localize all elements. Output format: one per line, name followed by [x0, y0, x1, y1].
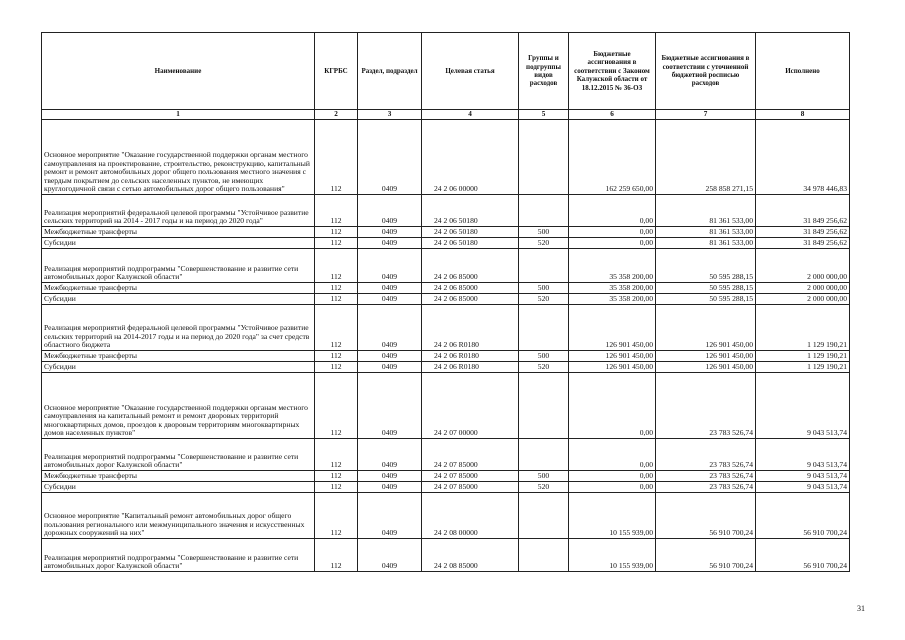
row-executed: 9 043 513,74 — [756, 439, 850, 471]
row-group — [519, 120, 569, 195]
row-section: 0409 — [358, 439, 422, 471]
row-target: 24 2 08 85000 — [422, 539, 519, 572]
header-name: Наименование — [42, 33, 315, 110]
row-name: Межбюджетные трансферты — [42, 283, 315, 294]
row-kgrbs: 112 — [315, 439, 358, 471]
row-section: 0409 — [358, 482, 422, 493]
table-row — [42, 249, 850, 283]
row-target: 24 2 06 85000 — [422, 283, 519, 294]
col-number: 5 — [519, 110, 569, 120]
row-kgrbs: 112 — [315, 471, 358, 482]
row-group — [519, 439, 569, 471]
row-executed: 2 000 000,00 — [756, 283, 850, 294]
table-row — [42, 439, 850, 471]
row-executed: 9 043 513,74 — [756, 482, 850, 493]
row-target: 24 2 07 85000 — [422, 471, 519, 482]
table-body — [42, 120, 850, 572]
row-target: 24 2 06 85000 — [422, 294, 519, 305]
row-kgrbs: 112 — [315, 539, 358, 572]
col-number: 7 — [656, 110, 756, 120]
row-group: 500 — [519, 471, 569, 482]
col-number: 1 — [42, 110, 315, 120]
row-name: Межбюджетные трансферты — [42, 227, 315, 238]
col-number: 4 — [422, 110, 519, 120]
col-number: 3 — [358, 110, 422, 120]
table-row — [42, 351, 850, 362]
row-executed: 9 043 513,74 — [756, 373, 850, 439]
column-number-row — [42, 110, 850, 120]
row-target: 24 2 06 85000 — [422, 249, 519, 283]
row-budget-law: 0,00 — [569, 439, 656, 471]
row-budget-refined: 126 901 450,00 — [656, 305, 756, 351]
row-budget-refined: 23 783 526,74 — [656, 482, 756, 493]
row-group — [519, 493, 569, 539]
row-budget-law: 162 259 650,00 — [569, 120, 656, 195]
row-kgrbs: 112 — [315, 120, 358, 195]
table-row — [42, 227, 850, 238]
row-budget-law: 126 901 450,00 — [569, 305, 656, 351]
row-executed: 9 043 513,74 — [756, 471, 850, 482]
row-budget-refined: 56 910 700,24 — [656, 493, 756, 539]
table-row — [42, 471, 850, 482]
row-target: 24 2 06 50180 — [422, 227, 519, 238]
row-executed: 34 978 446,83 — [756, 120, 850, 195]
row-section: 0409 — [358, 351, 422, 362]
row-group: 500 — [519, 351, 569, 362]
row-kgrbs: 112 — [315, 305, 358, 351]
row-budget-refined: 81 361 533,00 — [656, 227, 756, 238]
budget-document — [41, 32, 849, 572]
row-name: Субсидии — [42, 482, 315, 493]
row-name: Межбюджетные трансферты — [42, 471, 315, 482]
header-target: Целевая статья — [422, 33, 519, 110]
row-target: 24 2 07 00000 — [422, 373, 519, 439]
row-budget-law: 126 901 450,00 — [569, 351, 656, 362]
row-budget-law: 35 358 200,00 — [569, 283, 656, 294]
table-row — [42, 539, 850, 572]
table-row — [42, 362, 850, 373]
row-name: Реализация мероприятий федеральной целевой программы "Устойчивое развитие сельских территорий на 2014-2017 годы и на период до 2020 года" за счет средств областного бюджета — [42, 305, 315, 351]
row-name: Основное мероприятие "Оказание государственной поддержки органам местного самоуправления на проектирование, строительство, реконструкцию, капитальный ремонт и ремонт автомобильных дорог общего пользования местного значения с твердым покрытием до сельских населенных пунктов, не имеющих круглогодичной связи с сетью автомобильных дорог общего пользования" — [42, 120, 315, 195]
row-budget-refined: 23 783 526,74 — [656, 373, 756, 439]
row-name: Основное мероприятие "Капитальный ремонт автомобильных дорог общего пользования регионального или межмуниципального значения и искусственных дорожных сооружений на них" — [42, 493, 315, 539]
table-row — [42, 195, 850, 227]
table-row — [42, 294, 850, 305]
row-executed: 1 129 190,21 — [756, 362, 850, 373]
row-group: 500 — [519, 283, 569, 294]
row-group: 520 — [519, 238, 569, 249]
row-budget-law: 126 901 450,00 — [569, 362, 656, 373]
row-name: Субсидии — [42, 362, 315, 373]
row-budget-refined: 50 595 288,15 — [656, 294, 756, 305]
header-budget-law: Бюджетные ассигнования в соответствии с Законом Калужской области от 18.12.2015 № 36-ОЗ — [569, 33, 656, 110]
row-kgrbs: 112 — [315, 493, 358, 539]
table-row — [42, 373, 850, 439]
row-budget-refined: 50 595 288,15 — [656, 283, 756, 294]
row-budget-law: 0,00 — [569, 195, 656, 227]
header-section: Раздел, подраздел — [358, 33, 422, 110]
row-section: 0409 — [358, 362, 422, 373]
col-number: 8 — [756, 110, 850, 120]
row-budget-refined: 126 901 450,00 — [656, 362, 756, 373]
header-executed: Исполнено — [756, 33, 850, 110]
row-target: 24 2 06 R0180 — [422, 305, 519, 351]
page-number: 31 — [857, 604, 865, 613]
table-row — [42, 482, 850, 493]
row-section: 0409 — [358, 227, 422, 238]
row-section: 0409 — [358, 283, 422, 294]
row-name: Реализация мероприятий подпрограммы "Совершенствование и развитие сети автомобильных дорог Калужской области" — [42, 249, 315, 283]
row-group: 520 — [519, 482, 569, 493]
row-budget-refined: 50 595 288,15 — [656, 249, 756, 283]
row-executed: 2 000 000,00 — [756, 249, 850, 283]
table-row — [42, 120, 850, 195]
row-group — [519, 249, 569, 283]
row-kgrbs: 112 — [315, 362, 358, 373]
row-section: 0409 — [358, 471, 422, 482]
row-target: 24 2 08 00000 — [422, 493, 519, 539]
row-group: 520 — [519, 362, 569, 373]
row-name: Субсидии — [42, 294, 315, 305]
row-kgrbs: 112 — [315, 294, 358, 305]
row-executed: 2 000 000,00 — [756, 294, 850, 305]
row-group — [519, 373, 569, 439]
table-row — [42, 493, 850, 539]
row-budget-refined: 23 783 526,74 — [656, 471, 756, 482]
row-name: Реализация мероприятий федеральной целевой программы "Устойчивое развитие сельских территорий на 2014 - 2017 годы и на период до 2020 года" — [42, 195, 315, 227]
row-group — [519, 305, 569, 351]
row-section: 0409 — [358, 249, 422, 283]
table-row — [42, 305, 850, 351]
col-number: 6 — [569, 110, 656, 120]
row-executed: 31 849 256,62 — [756, 227, 850, 238]
header-budget-refined: Бюджетные ассигнования в соответствии с уточненной бюджетной росписью расходов — [656, 33, 756, 110]
row-kgrbs: 112 — [315, 195, 358, 227]
row-executed: 1 129 190,21 — [756, 351, 850, 362]
row-group — [519, 539, 569, 572]
row-section: 0409 — [358, 294, 422, 305]
table-row — [42, 238, 850, 249]
row-target: 24 2 06 00000 — [422, 120, 519, 195]
row-budget-refined: 258 858 271,15 — [656, 120, 756, 195]
table-header-row — [42, 33, 850, 110]
row-kgrbs: 112 — [315, 249, 358, 283]
row-kgrbs: 112 — [315, 283, 358, 294]
header-groups: Группы и подгруппы видов расходов — [519, 33, 569, 110]
row-section: 0409 — [358, 373, 422, 439]
row-target: 24 2 06 R0180 — [422, 362, 519, 373]
row-name: Межбюджетные трансферты — [42, 351, 315, 362]
row-executed: 56 910 700,24 — [756, 539, 850, 572]
row-budget-law: 0,00 — [569, 227, 656, 238]
table-row — [42, 283, 850, 294]
row-group — [519, 195, 569, 227]
row-budget-refined: 81 361 533,00 — [656, 195, 756, 227]
row-budget-refined: 56 910 700,24 — [656, 539, 756, 572]
row-executed: 31 849 256,62 — [756, 238, 850, 249]
row-kgrbs: 112 — [315, 351, 358, 362]
row-budget-law: 0,00 — [569, 373, 656, 439]
row-budget-refined: 126 901 450,00 — [656, 351, 756, 362]
row-target: 24 2 06 50180 — [422, 238, 519, 249]
row-budget-law: 0,00 — [569, 238, 656, 249]
row-target: 24 2 07 85000 — [422, 439, 519, 471]
row-group: 500 — [519, 227, 569, 238]
row-name: Основное мероприятие "Оказание государственной поддержки органам местного самоуправления на капитальный ремонт и ремонт дворовых территорий многоквартирных домов, проездов к дворовым территориям многоквартирных домов населенных пунктов" — [42, 373, 315, 439]
row-budget-law: 0,00 — [569, 471, 656, 482]
row-kgrbs: 112 — [315, 482, 358, 493]
row-budget-law: 0,00 — [569, 482, 656, 493]
row-section: 0409 — [358, 238, 422, 249]
row-section: 0409 — [358, 493, 422, 539]
row-target: 24 2 07 85000 — [422, 482, 519, 493]
row-target: 24 2 06 50180 — [422, 195, 519, 227]
row-executed: 1 129 190,21 — [756, 305, 850, 351]
row-group: 520 — [519, 294, 569, 305]
row-budget-law: 10 155 939,00 — [569, 493, 656, 539]
row-executed: 56 910 700,24 — [756, 493, 850, 539]
row-name: Реализация мероприятий подпрограммы "Совершенствование и развитие сети автомобильных дорог Калужской области" — [42, 439, 315, 471]
budget-table — [41, 32, 850, 572]
row-target: 24 2 06 R0180 — [422, 351, 519, 362]
row-budget-refined: 23 783 526,74 — [656, 439, 756, 471]
row-section: 0409 — [358, 305, 422, 351]
row-budget-refined: 81 361 533,00 — [656, 238, 756, 249]
col-number: 2 — [315, 110, 358, 120]
row-name: Реализация мероприятий подпрограммы "Совершенствование и развитие сети автомобильных дорог Калужской области" — [42, 539, 315, 572]
header-kgrbs: КГРБС — [315, 33, 358, 110]
row-kgrbs: 112 — [315, 373, 358, 439]
row-section: 0409 — [358, 120, 422, 195]
row-name: Субсидии — [42, 238, 315, 249]
row-executed: 31 849 256,62 — [756, 195, 850, 227]
row-budget-law: 35 358 200,00 — [569, 294, 656, 305]
row-section: 0409 — [358, 539, 422, 572]
row-budget-law: 35 358 200,00 — [569, 249, 656, 283]
row-section: 0409 — [358, 195, 422, 227]
row-kgrbs: 112 — [315, 227, 358, 238]
row-budget-law: 10 155 939,00 — [569, 539, 656, 572]
row-kgrbs: 112 — [315, 238, 358, 249]
